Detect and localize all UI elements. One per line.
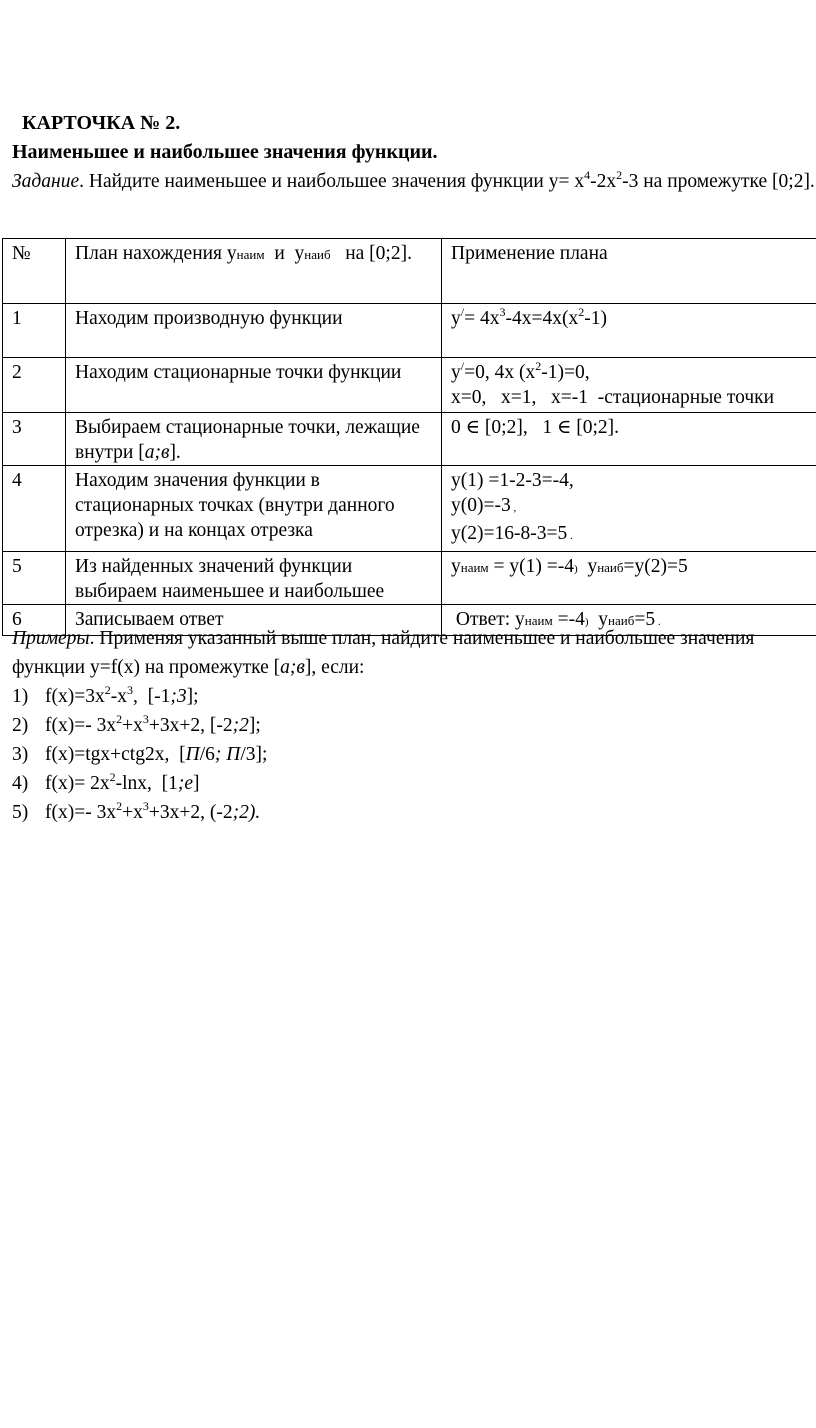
header-sub-max: наиб	[304, 247, 331, 262]
header-plan	[66, 239, 442, 304]
subtitle: Наименьшее и наибольшее значения функции.	[12, 141, 438, 163]
task-label: Задание	[12, 171, 80, 192]
task-exponent-1: 4	[584, 168, 591, 182]
table-row	[3, 466, 816, 552]
header-apply: Применение плана	[442, 239, 816, 304]
table-row	[3, 304, 816, 358]
examples-intro: Примеры. Применяя указанный выше план, найдите наименьшее и наибольшее значения функции y=f(x) на промежутке [а;в], если:	[12, 628, 755, 678]
row-step: Записываем ответ	[66, 605, 442, 636]
task-text-after: -3 на промежутке [0;2].	[622, 171, 815, 192]
table-row	[3, 413, 816, 466]
examples-section	[12, 624, 816, 827]
row-num: 6	[3, 605, 66, 636]
plan-table	[2, 238, 816, 636]
row-step: Находим значения функции в стационарных точках (внутри данного отрезка) и на концах отрезка	[66, 466, 442, 552]
header-plan-text-c: на [0;2].	[330, 243, 412, 264]
card-title: КАРТОЧКА № 2.	[22, 112, 181, 134]
header-plan-text-b: и y	[264, 243, 305, 264]
header-plan-text-a: План нахождения y	[75, 243, 237, 264]
task-text-before: . Найдите наименьшее и наибольшее значения функции y= x	[79, 171, 585, 192]
list-item: 2) f(x)=- $3x^2+x^3+3x+2$, [-2;2];	[12, 712, 261, 736]
row-num: 4	[3, 466, 66, 552]
task-paragraph	[12, 167, 816, 196]
header-sub-min: наим	[236, 247, 265, 262]
row-step: Из найденных значений функции выбираем наименьшее и наибольшее	[66, 552, 442, 605]
list-item: 4) $f(x)= 2x^2$-lnx, [1;е]	[12, 770, 200, 794]
row-num: 1	[3, 304, 66, 358]
row-apply: y(1) =1-2-3=-4, y(0)=-3 , y(2)=16-8-3=5 .	[442, 466, 816, 552]
list-item: 1) $f(x)=3x^2-x^3$, [-1;3];	[12, 683, 199, 707]
row-step: Находим производную функции	[66, 304, 442, 358]
row-num: 2	[3, 358, 66, 413]
header-num: №	[3, 239, 66, 304]
row-step: Находим стационарные точки функции	[66, 358, 442, 413]
row-apply: Ответ: yнаим =-4) yнаиб=5 .	[442, 605, 816, 636]
row-apply: 0 ∈ [0;2], 1 ∈ [0;2].	[442, 413, 816, 466]
row-apply: $y^/= 4x^3-4x=4x(x^2-1)$	[442, 304, 816, 358]
table-row	[3, 358, 816, 413]
task-text-mid: -2x	[590, 171, 617, 192]
row-num: 3	[3, 413, 66, 466]
task-exponent-2: 2	[616, 168, 623, 182]
table-header-row	[3, 239, 816, 304]
row-apply: yнаим = y(1) =-4) yнаиб=y(2)=5	[442, 552, 816, 605]
list-item: 3) f(x)=tgx+ctg2x, [П/6; П/3];	[12, 744, 268, 765]
row-apply: y/=0, 4x $(x^2-1)=0$, x=0, x=1, x=-1 -стационарные точки	[442, 358, 816, 413]
list-item: 5) f(x)=- $3x^2+x^3+3x+2$, (-2;2).	[12, 799, 261, 823]
table-row	[3, 552, 816, 605]
row-step: Выбираем стационарные точки, лежащие внутри [а;в].	[66, 413, 442, 466]
row-num: 5	[3, 552, 66, 605]
